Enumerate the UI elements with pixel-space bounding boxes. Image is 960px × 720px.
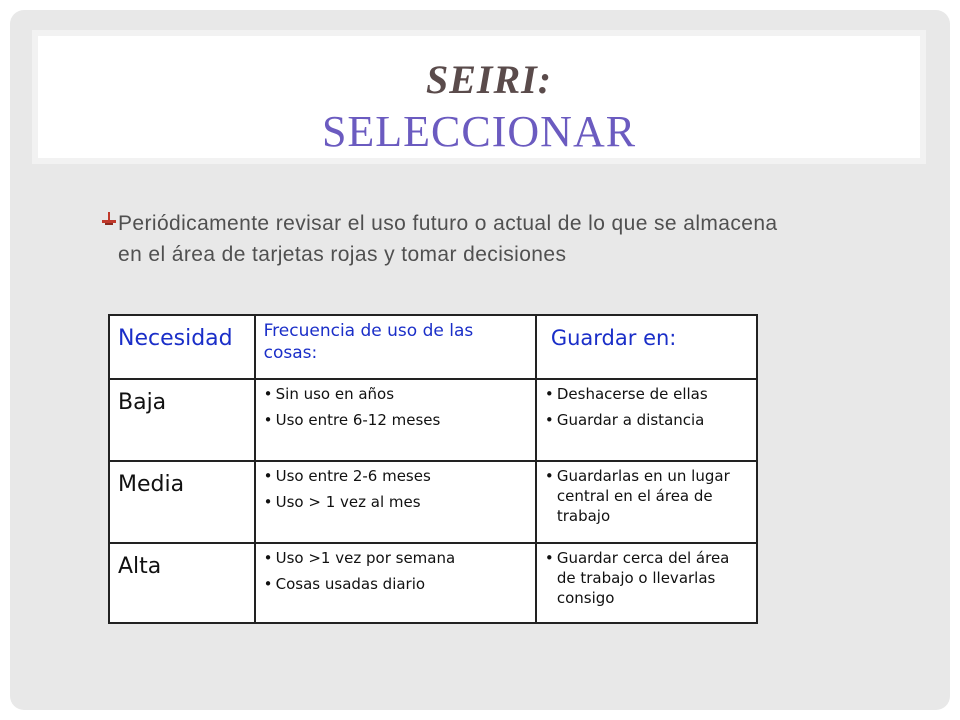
store-cell xyxy=(536,543,757,623)
frequency-cell xyxy=(255,543,536,623)
store-cell xyxy=(536,461,757,543)
title-seiri: SEIRI: xyxy=(425,57,553,102)
table-row xyxy=(109,379,757,461)
list-item: • Uso > 1 vez al mes xyxy=(264,492,527,512)
need-label: Media xyxy=(109,461,255,543)
bullet-text: Periódicamente revisar el uso futuro o actual de lo que se almacena en el área de tarjetas rojas y tomar decisiones xyxy=(118,212,778,266)
frequency-cell xyxy=(255,461,536,543)
title-box xyxy=(32,30,926,164)
header-necesidad: Necesidad xyxy=(109,315,255,379)
red-bullet-icon xyxy=(102,212,116,228)
title-seleccionar: SELECCIONAR xyxy=(321,107,637,156)
need-label: Alta xyxy=(109,543,255,623)
needs-table xyxy=(108,314,758,624)
store-cell xyxy=(536,379,757,461)
list-item: • Guardar a distancia xyxy=(545,410,748,430)
list-item: • Uso entre 6-12 meses xyxy=(264,410,527,430)
list-item: • Cosas usadas diario xyxy=(264,574,527,594)
bullet-point xyxy=(102,208,782,270)
header-guardar: Guardar en: xyxy=(536,315,757,379)
list-item: • Sin uso en años xyxy=(264,384,527,404)
frequency-cell xyxy=(255,379,536,461)
list-item: • Deshacerse de ellas xyxy=(545,384,748,404)
list-item: • Guardar cerca del área de trabajo o llevarlas consigo xyxy=(545,548,748,608)
need-label: Baja xyxy=(109,379,255,461)
table-row xyxy=(109,461,757,543)
table-header-row xyxy=(109,315,757,379)
header-frecuencia: Frecuencia de uso de las cosas: xyxy=(255,315,536,379)
list-item: • Guardarlas en un lugar central en el área de trabajo xyxy=(545,466,748,526)
list-item: • Uso entre 2-6 meses xyxy=(264,466,527,486)
table-row xyxy=(109,543,757,623)
list-item: • Uso >1 vez por semana xyxy=(264,548,527,568)
